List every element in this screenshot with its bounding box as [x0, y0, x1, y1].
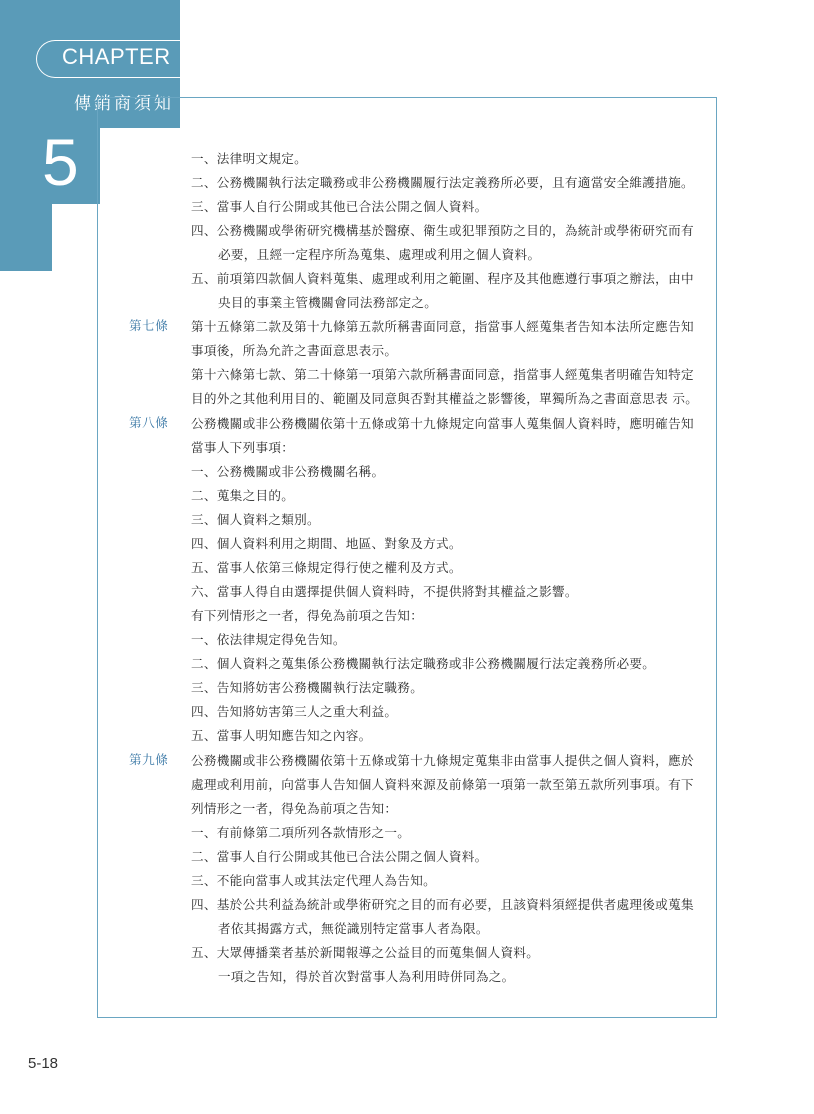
text-line: 央目的事業主管機關會同法務部定之。 — [218, 295, 438, 310]
text-line: 四、告知將妨害第三人之重大利益。 — [191, 704, 398, 719]
chapter-title: 傳銷商須知 — [74, 94, 174, 114]
text-line: 五、當事人依第三條規定得行使之權利及方式。 — [191, 560, 462, 575]
text-line: 一、依法律規定得免告知。 — [191, 632, 346, 647]
text-line: 公務機關或非公務機關依第十五條或第十九條規定向當事人蒐集個人資料時，應明確告知 — [191, 416, 694, 431]
text-line: 六、當事人得自由選擇提供個人資料時，不提供將對其權益之影響。 — [191, 584, 578, 599]
text-line: 三、當事人自行公開或其他已合法公開之個人資料。 — [191, 199, 488, 214]
article-label-7: 第七條 — [129, 318, 169, 333]
text-line: 四、公務機關或學術研究機構基於醫療、衛生或犯罪預防之目的，為統計或學術研究而有 — [191, 223, 694, 238]
text-line: 五、前項第四款個人資料蒐集、處理或利用之範圍、程序及其他應遵行事項之辦法，由中 — [191, 271, 694, 286]
chapter-label: CHAPTER — [62, 44, 171, 69]
text-line: 二、公務機關執行法定職務或非公務機關履行法定義務所必要，且有適當安全維護措施。 — [191, 175, 694, 190]
text-line: 三、個人資料之類別。 — [191, 512, 320, 527]
text-line: 列情形之一者，得免為前項之告知： — [191, 801, 398, 816]
text-line: 者依其揭露方式，無從識別特定當事人者為限。 — [218, 921, 489, 936]
text-line: 第十五條第二款及第十九條第五款所稱書面同意，指當事人經蒐集者告知本法所定應告知 — [191, 319, 694, 334]
text-line: 三、告知將妨害公務機關執行法定職務。 — [191, 680, 424, 695]
text-line: 三、不能向當事人或其法定代理人為告知。 — [191, 873, 436, 888]
text-line: 有下列情形之一者，得免為前項之告知： — [191, 608, 424, 623]
text-line: 處理或利用前，向當事人告知個人資料來源及前條第一項第一款至第五款所列事項。有下 — [191, 777, 694, 792]
text-line: 目的外之其他利用目的、範圍及同意與否對其權益之影響後，單獨所為之書面意思表 示。 — [191, 391, 699, 406]
article-label-9: 第九條 — [129, 752, 169, 767]
text-line: 當事人下列事項： — [191, 440, 295, 455]
text-line: 五、當事人明知應告知之內容。 — [191, 728, 372, 743]
text-line: 一、法律明文規定。 — [191, 151, 308, 166]
text-line: 一、有前條第二項所列各款情形之一。 — [191, 825, 411, 840]
text-line: 四、基於公共利益為統計或學術研究之目的而有必要，且該資料須經提供者處理後或蒐集 — [191, 897, 694, 912]
text-line: 五、大眾傳播業者基於新聞報導之公益目的而蒐集個人資料。 — [191, 945, 540, 960]
text-line: 一項之告知，得於首次對當事人為利用時併同為之。 — [218, 969, 515, 984]
text-line: 第十六條第七款、第二十條第一項第六款所稱書面同意，指當事人經蒐集者明確告知特定 — [191, 367, 694, 382]
chapter-number: 5 — [42, 125, 79, 199]
text-line: 一、公務機關或非公務機關名稱。 — [191, 464, 385, 479]
text-line: 二、個人資料之蒐集係公務機關執行法定職務或非公務機關履行法定義務所必要。 — [191, 656, 656, 671]
text-line: 二、當事人自行公開或其他已合法公開之個人資料。 — [191, 849, 488, 864]
text-line: 必要，且經一定程序所為蒐集、處理或利用之個人資料。 — [218, 247, 541, 262]
page-number: 5-18 — [28, 1055, 59, 1072]
text-line: 四、個人資料利用之期間、地區、對象及方式。 — [191, 536, 462, 551]
text-line: 事項後，所為允許之書面意思表示。 — [191, 343, 398, 358]
text-line: 二、蒐集之目的。 — [191, 488, 295, 503]
article-label-8: 第八條 — [129, 415, 169, 430]
text-line: 公務機關或非公務機關依第十五條或第十九條規定蒐集非由當事人提供之個人資料，應於 — [191, 753, 694, 768]
